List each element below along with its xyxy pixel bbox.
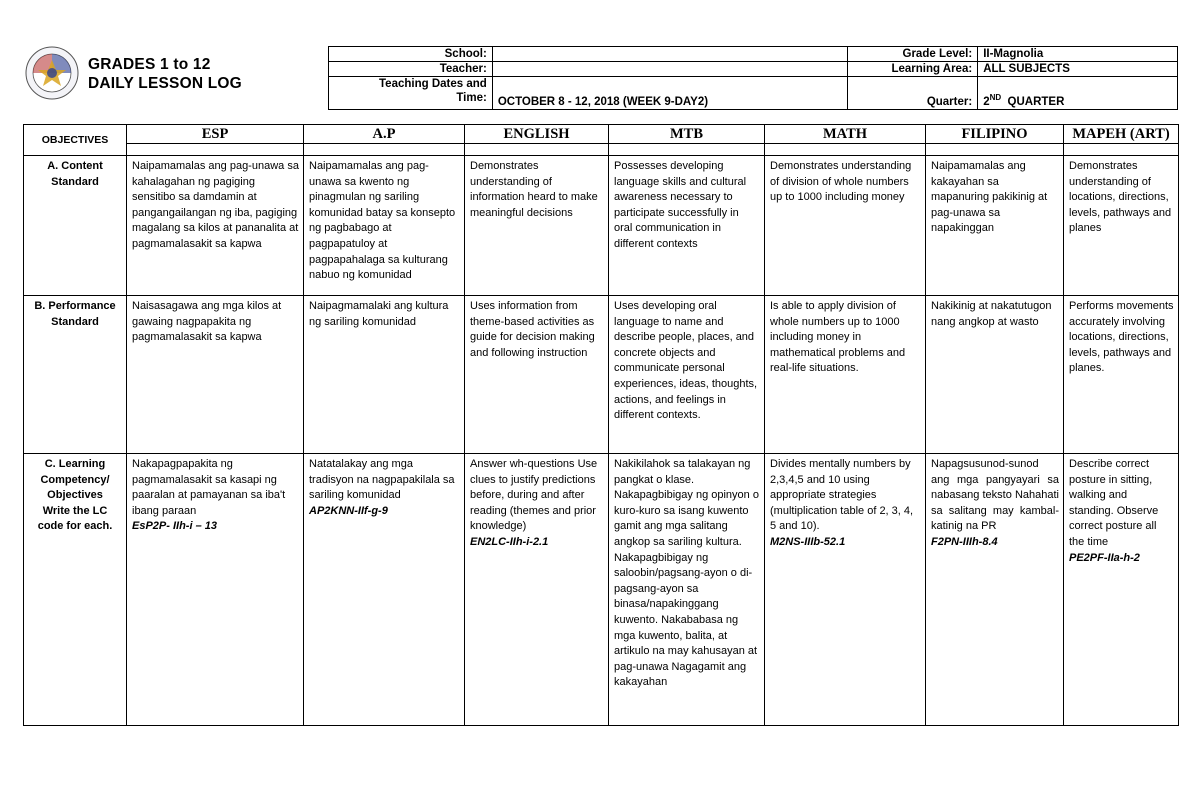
column-header-ap: A.P: [304, 125, 465, 144]
header-info-table: [328, 46, 1178, 110]
learning-competency-mtb: Nakikilahok sa talakayan ng pangkat o klase. Nakapagbibigay ng opinyon o kuro-kuro sa isang kuwento gamit ang mga salitang angkop sa sariling kultura. Nakapagbibigay ng saloobin/pagsang-ayon o di-pagsang-ayon sa binasa/napakinggang kuwento. Nakababasa ng mga kuwento, balita, at artikulo na may kahusayan at pag-unawa Nagagamit ang kakayahan: [609, 454, 765, 726]
performance-standard-english: Uses information from theme-based activities as guide for decision making and following instruction: [465, 296, 609, 454]
column-header-mtb: MTB: [609, 125, 765, 144]
row-label-content-standard: A. Content Standard: [24, 156, 127, 296]
column-header-esp: ESP: [127, 125, 304, 144]
column-header-english: ENGLISH: [465, 125, 609, 144]
learning-competency-math: Divides mentally numbers by 2,3,4,5 and 10 using appropriate strategies (multiplication table of 2, 3, 4, 5 and 10). M2NS-IIIb-52.1: [765, 454, 926, 726]
lc-code-ap: AP2KNN-IIf-g-9: [309, 504, 388, 517]
performance-standard-ap: Naipagmamalaki ang kultura ng sariling komunidad: [304, 296, 465, 454]
learning-area-label: Learning Area:: [848, 62, 978, 77]
performance-standard-mtb: Uses developing oral language to name and describe people, places, and concrete objects and communicate personal experiences, ideas, thoughts, actions, and feelings in different contexts.: [609, 296, 765, 454]
learning-competency-row: [24, 454, 1179, 726]
learning-area-value: ALL SUBJECTS: [978, 62, 1178, 77]
school-field[interactable]: [492, 47, 848, 62]
content-standard-mtb: Possesses developing language skills and cultural awareness necessary to participate successfully in oral communication in different contexts: [609, 156, 765, 296]
learning-competency-mapeh: Describe correct posture in sitting, walking and standing. Observe correct posture all the time PE2PF-IIa-h-2: [1064, 454, 1179, 726]
lc-code-math: M2NS-IIIb-52.1: [770, 535, 846, 548]
column-header-mapeh: MAPEH (ART): [1064, 125, 1179, 144]
lc-code-esp: EsP2P- IIh-i – 13: [132, 520, 217, 533]
objectives-header: OBJECTIVES: [24, 125, 127, 156]
teaching-dates-label-line1: Teaching Dates and: [379, 78, 487, 90]
title-line-2: DAILY LESSON LOG: [88, 75, 242, 92]
teaching-dates-label: [329, 77, 493, 110]
teaching-dates-label-line2: Time:: [456, 92, 487, 104]
subject-header-row: [24, 125, 1179, 144]
learning-competency-filipino: Napagsusunod-sunod ang mga pangyayari sa nabasang teksto Nahahati sa salitang may kambal-katinig na PR F2PN-IIIh-8.4: [926, 454, 1064, 726]
spacer-row: [24, 144, 1179, 156]
school-label: School:: [329, 47, 493, 62]
content-standard-filipino: Naipamamalas ang kakayahan sa mapanuring pakikinig at pag-unawa sa napakinggan: [926, 156, 1064, 296]
grade-level-value: II-Magnolia: [978, 47, 1178, 62]
learning-competency-esp: Nakapagpapakita ng pagmamalasakit sa kasapi ng paaralan at pamayanan sa iba't ibang paraan EsP2P- IIh-i – 13: [127, 454, 304, 726]
row-label-learning-competency: C. Learning Competency/ Objectives Write the LC code for each.: [24, 454, 127, 726]
content-standard-ap: Naipamamalas ang pag-unawa sa kwento ng pinagmulan ng sariling komunidad batay sa konsepto ng pagbabago at pagpapatuloy at pagpapahalaga sa kulturang nabuo ng komunidad: [304, 156, 465, 296]
column-header-math: MATH: [765, 125, 926, 144]
performance-standard-esp: Naisasagawa ang mga kilos at gawaing nagpapakita ng pagmamalasakit sa kapwa: [127, 296, 304, 454]
content-standard-mapeh: Demonstrates understanding of locations, directions, levels, pathways and planes: [1064, 156, 1179, 296]
content-standard-math: Demonstrates understanding of division of whole numbers up to 1000 including money: [765, 156, 926, 296]
quarter-number: 2: [983, 96, 990, 108]
teacher-label: Teacher:: [329, 62, 493, 77]
quarter-value: [978, 77, 1178, 110]
title-line-1: GRADES 1 to 12: [88, 56, 211, 73]
teaching-dates-value: OCTOBER 8 - 12, 2018 (WEEK 9-DAY2): [492, 77, 848, 110]
column-header-filipino: FILIPINO: [926, 125, 1064, 144]
content-standard-english: Demonstrates understanding of information heard to make meaningful decisions: [465, 156, 609, 296]
content-standard-esp: Naipamamalas ang pag-unawa sa kahalagahan ng pagiging sensitibo sa damdamin at pangangailangan ng iba, pagiging magalang sa kilos at pananalita at pagmamalasakit sa kapwa: [127, 156, 304, 296]
document-title: [88, 55, 242, 93]
lc-code-filipino: F2PN-IIIh-8.4: [931, 535, 998, 548]
content-standard-row: [24, 156, 1179, 296]
quarter-ordinal-suffix: ND: [989, 93, 1002, 103]
performance-standard-mapeh: Performs movements accurately involving locations, directions, levels, pathways and planes.: [1064, 296, 1179, 454]
lc-code-mapeh: PE2PF-IIa-h-2: [1069, 551, 1140, 564]
learning-competency-english: Answer wh-questions Use clues to justify predictions before, during and after reading (themes and prior knowledge) EN2LC-IIh-i-2.1: [465, 454, 609, 726]
row-label-performance-standard: B. Performance Standard: [24, 296, 127, 454]
learning-competency-ap: Natatalakay ang mga tradisyon na nagpapakilala sa sariling komunidad AP2KNN-IIf-g-9: [304, 454, 465, 726]
performance-standard-row: [24, 296, 1179, 454]
grade-level-label: Grade Level:: [848, 47, 978, 62]
quarter-label: Quarter:: [848, 77, 978, 110]
deped-seal-logo: [25, 46, 79, 100]
teacher-field[interactable]: [492, 62, 848, 77]
lc-code-english: EN2LC-IIh-i-2.1: [470, 535, 549, 548]
quarter-word: QUARTER: [1007, 96, 1065, 108]
performance-standard-math: Is able to apply division of whole numbers up to 1000 including money in mathematical problems and real-life situations.: [765, 296, 926, 454]
performance-standard-filipino: Nakikinig at nakatutugon nang angkop at wasto: [926, 296, 1064, 454]
lesson-log-table: [23, 124, 1179, 726]
